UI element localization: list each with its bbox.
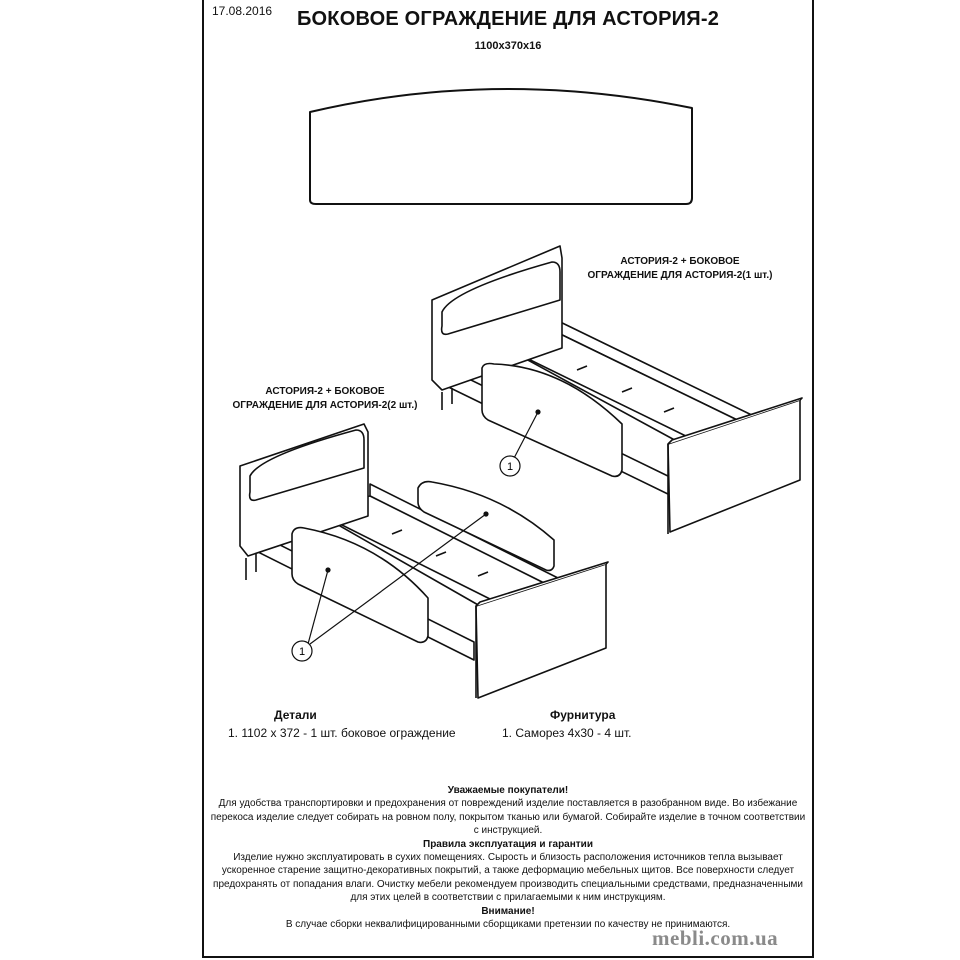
caption-right-line1: АСТОРИЯ-2 + БОКОВОЕ xyxy=(620,256,740,267)
part-dimensions: 1100x370x16 xyxy=(474,40,542,52)
parts-heading: Детали xyxy=(274,708,317,722)
caption-right-line2: ОГРАЖДЕНИЕ ДЛЯ АСТОРИЯ-2(1 шт.) xyxy=(587,270,773,281)
caption-right-bed xyxy=(560,255,800,283)
parts-item: 1. 1102 x 372 - 1 шт. боковое ограждение xyxy=(228,726,456,740)
callout-label-right: 1 xyxy=(506,461,514,473)
hardware-item: 1. Саморез 4х30 - 4 шт. xyxy=(502,726,632,740)
site-watermark: mebli.com.ua xyxy=(652,926,779,950)
side-rail-outline xyxy=(310,89,692,204)
bed-right xyxy=(432,246,802,534)
caption-left-line2: ОГРАЖДЕНИЕ ДЛЯ АСТОРИЯ-2(2 шт.) xyxy=(232,400,418,411)
document-date: 17.08.2016 xyxy=(212,4,273,18)
caption-left-bed xyxy=(205,385,445,413)
callout-label-left: 1 xyxy=(298,646,306,658)
notes-paragraph-operation: Изделие нужно эксплуатировать в сухих помещениях. Сырость и близость расположения источников тепла вызывает ускоренное старение защитно-декоративных покрытий, а также деформацию мебельных щитов. Все поверхности следует предохранять от попадания влаги. Очистку мебели рекомендуем производить специальными средствами, предназначенными для этих целей в соответствии с прилагаемыми к ним инструкциям. xyxy=(213,852,803,904)
hardware-heading: Фурнитура xyxy=(550,708,616,722)
notes-greeting: Уважаемые покупатели! xyxy=(447,785,569,796)
caption-left-line1: АСТОРИЯ-2 + БОКОВОЕ xyxy=(265,386,385,397)
assembly-drawing xyxy=(202,0,814,700)
notes-rules-heading: Правила эксплуатация и гарантии xyxy=(423,838,593,850)
notes-paragraph-warranty: В случае сборки неквалифицированными сборщиками претензии по качеству не принимаются. xyxy=(285,919,731,931)
customer-notes xyxy=(208,784,808,931)
notes-attention: Внимание! xyxy=(481,905,535,917)
document-title: БОКОВОЕ ОГРАЖДЕНИЕ ДЛЯ АСТОРИЯ-2 xyxy=(296,8,720,30)
notes-paragraph-assembly: Для удобства транспортировки и предохранения от повреждений изделие поставляется в разобранном виде. Во избежание перекоса изделие следует собирать на ровном полу, покрытом тканью или бумагой. Собирайте изделие в точном соответствии с инструкцией. xyxy=(210,798,806,837)
